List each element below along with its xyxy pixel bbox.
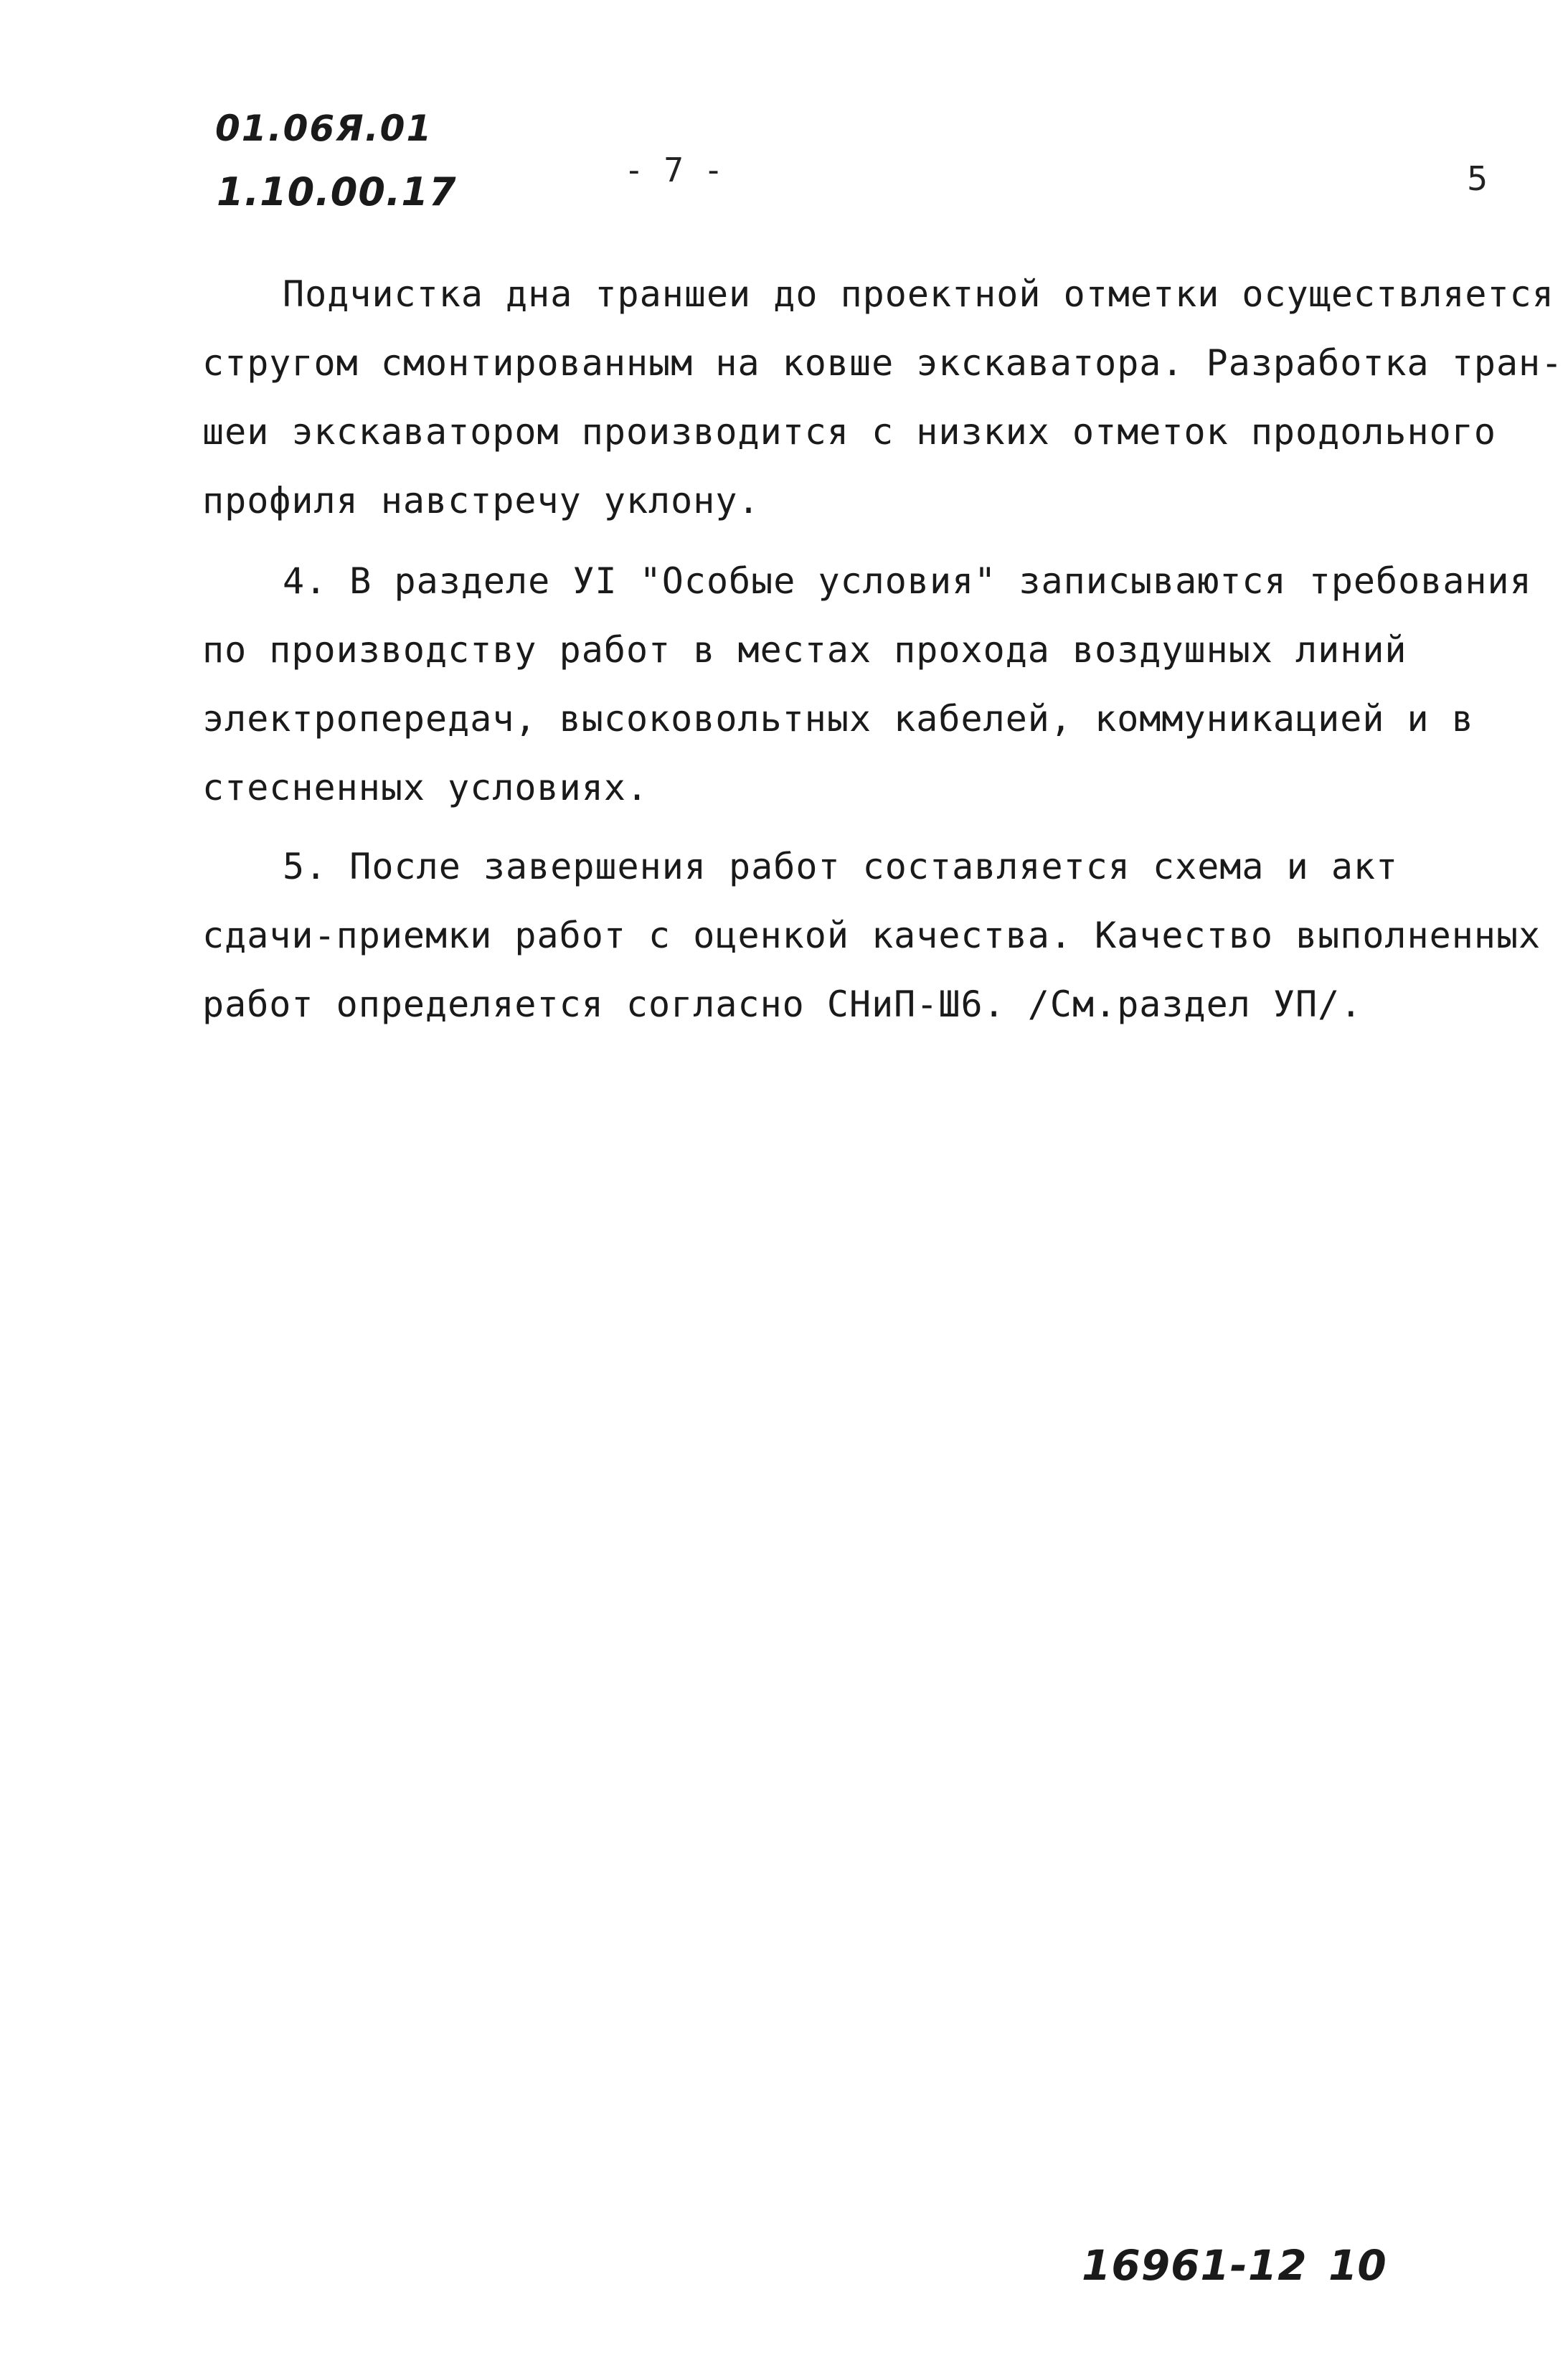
document-code-top: 01.06Я.01	[215, 108, 433, 149]
text-line: шеи экскаватором производится с низких отметок продольного	[202, 411, 1496, 453]
text-line: стесненных условиях.	[202, 767, 649, 808]
document-code-bottom: 1.10.00.17	[217, 169, 457, 214]
paragraph-special-conditions	[202, 547, 1532, 822]
paragraph-completion	[202, 832, 1541, 1039]
footer-document-code: 16961-12	[1082, 2241, 1308, 2290]
paragraph-trench-cleaning	[202, 260, 1564, 535]
text-line: электропередач, высоковольтных кабелей, коммуникацией и в	[202, 698, 1474, 740]
text-line: 5. После завершения работ составляется схема и акт	[283, 846, 1399, 887]
page-number-center: - 7 -	[624, 151, 724, 189]
text-line: профиля навстречу уклону.	[202, 480, 760, 522]
text-line: Подчистка дна траншеи до проектной отметки осуществляется	[283, 273, 1554, 315]
page-number-right: 5	[1467, 159, 1488, 198]
text-line: работ определяется согласно СНиП-Ш6. /См.раздел УП/.	[202, 983, 1363, 1025]
text-line: стругом смонтированным на ковше экскаватора. Разработка тран-	[202, 342, 1564, 384]
text-line: сдачи-приемки работ с оценкой качества. Качество выполненных	[202, 915, 1541, 956]
text-line: 4. В разделе УI "Особые условия" записываются требования	[283, 560, 1532, 602]
footer-page-number: 10	[1328, 2241, 1387, 2290]
text-line: по производству работ в местах прохода воздушных линий	[202, 629, 1407, 671]
